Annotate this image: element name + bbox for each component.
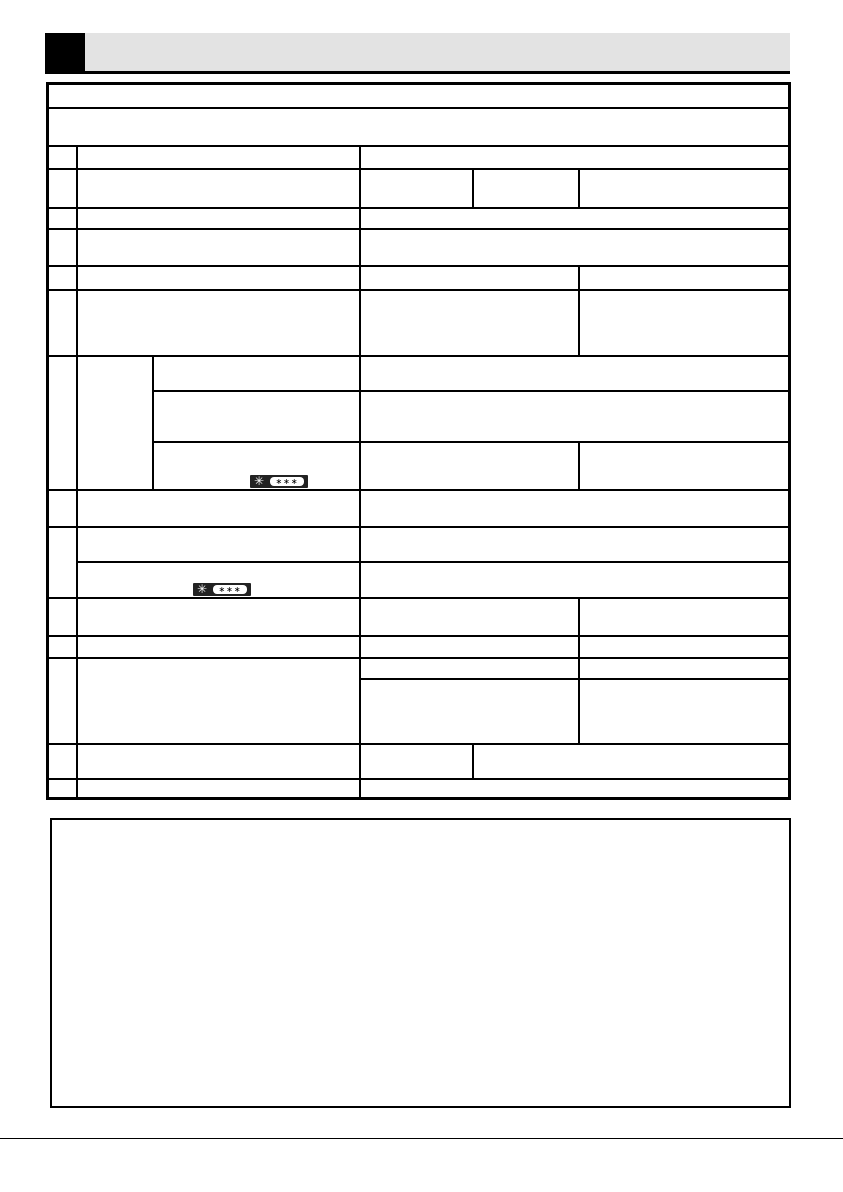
row-number-cell [48,636,77,658]
row-value-cell [360,598,579,636]
row-label-cell [77,527,360,562]
row-value-cell [579,290,789,356]
row-value-cell [579,266,789,290]
row-number-cell [48,146,77,169]
row-value-cell [360,169,473,208]
row-value-cell [360,527,789,562]
row-number-cell [48,490,77,527]
row-value-cell [360,290,579,356]
row-value-cell [473,744,789,779]
three-stars-icon: ∗∗∗ [270,477,304,486]
row-label-cell [77,490,360,527]
row-label-cell [77,169,360,208]
row-label-cell [77,744,360,779]
row-number-cell [48,779,77,798]
row-value-cell [360,208,789,229]
row-value-cell [360,490,789,527]
section-header-rule [85,71,790,74]
row-value-cell [360,658,579,679]
row-number-cell [48,527,77,598]
row-number-cell [48,290,77,356]
row-number-cell [48,598,77,636]
row-group-label-cell [77,356,153,490]
section-number-box [45,33,85,74]
row-value-cell [360,391,789,442]
row-number-cell [48,169,77,208]
row-label-cell [77,146,360,169]
row-value-cell [360,146,789,169]
table-subtitle-row [48,108,789,146]
row-label-cell [77,658,360,744]
four-star-freezer-icon [250,475,308,488]
row-sublabel-cell [153,356,360,391]
row-number-cell [48,744,77,779]
row-label-cell [77,266,360,290]
row-value-cell [579,658,789,679]
row-value-cell [360,266,579,290]
row-value-cell [579,169,789,208]
row-value-cell [360,442,579,490]
spec-table [46,82,791,800]
section-header [45,33,790,74]
row-value-cell [360,356,789,391]
row-value-cell [360,229,789,266]
row-value-cell [473,169,579,208]
row-value-cell [579,442,789,490]
row-label-cell [77,208,360,229]
row-label-cell [77,229,360,266]
row-label-cell [77,598,360,636]
row-sublabel-cell [153,391,360,442]
row-value-cell [579,636,789,658]
row-sublabel-cell [153,442,360,490]
row-number-cell [48,229,77,266]
row-number-cell [48,208,77,229]
row-value-cell [360,779,789,798]
notes-box [50,818,791,1108]
row-value-cell [360,562,789,598]
row-value-cell [360,744,473,779]
snowflake-icon: ✳ [196,582,208,596]
three-stars-icon: ∗∗∗ [213,585,247,594]
snowflake-icon: ✳ [253,474,265,488]
row-label-cell [77,290,360,356]
row-value-cell [360,679,579,744]
four-star-freezer-icon [193,583,251,596]
row-value-cell [579,598,789,636]
row-label-cell [77,562,360,598]
footer-rule [0,1138,843,1139]
row-value-cell [360,636,579,658]
table-title-row [48,84,789,108]
row-number-cell [48,356,77,490]
row-label-cell [77,779,360,798]
row-number-cell [48,266,77,290]
row-value-cell [579,679,789,744]
row-label-cell [77,636,360,658]
section-title-bar [85,33,790,71]
row-number-cell [48,658,77,744]
